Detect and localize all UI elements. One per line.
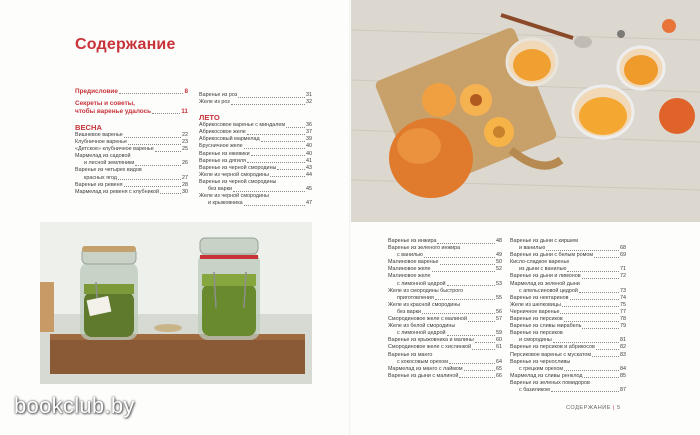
- toc-entry-title: Кисло-сладкое варенье: [510, 259, 570, 266]
- toc-entry-title: Абрикосовый мармелад: [199, 136, 260, 143]
- toc-entry-title: Желе из черной смородины: [199, 171, 269, 178]
- apricot-illustration: [351, 0, 700, 222]
- toc-leader-dots: [449, 363, 495, 364]
- page-number: 5: [616, 405, 621, 411]
- toc-leader-dots: [447, 335, 495, 336]
- toc-entry: [388, 288, 502, 295]
- toc-entry-title: Мармелад из ревеня с клубникой: [75, 188, 160, 195]
- toc-entry-title: Варенье из дыни с белым ромом: [510, 252, 594, 259]
- toc-leader-dots: [447, 285, 495, 286]
- toc-entry-title: Малиновое варенье: [388, 259, 439, 266]
- toc-page-number: 75: [620, 301, 626, 308]
- toc-entry: [388, 366, 502, 373]
- toc-page-number: 79: [620, 323, 626, 330]
- toc-leader-dots: [437, 243, 495, 244]
- toc-page-number: 37: [306, 129, 312, 136]
- toc-entry-title: с базиликом: [519, 386, 550, 393]
- toc-page-number: 30: [182, 188, 188, 195]
- toc-entry-title: Желе из белой смородины: [388, 323, 456, 330]
- page-footer: [566, 405, 621, 411]
- toc-entry: [388, 344, 502, 351]
- apricot-jam-photo: [351, 0, 700, 222]
- toc-leader-dots: [562, 306, 619, 307]
- toc-entry: [510, 366, 626, 373]
- toc-leader-dots: [155, 151, 181, 152]
- page-title: Содержание: [75, 36, 176, 53]
- toc-entry-title: Варенье из черносливы: [510, 358, 571, 365]
- toc-page-number: 83: [620, 351, 626, 358]
- toc-entry: [510, 295, 626, 302]
- jars-illustration: [40, 222, 312, 384]
- toc-entry: [199, 200, 312, 207]
- toc-entry: [510, 316, 626, 323]
- toc-page-number: 40: [306, 143, 312, 150]
- toc-leader-dots: [247, 134, 305, 135]
- toc-leader-dots: [459, 377, 495, 378]
- toc-entry: [510, 245, 626, 252]
- toc-leader-dots: [244, 148, 305, 149]
- toc-entry: [510, 344, 626, 351]
- toc-entry-title: с лимонной цедрой: [397, 330, 446, 337]
- toc-entry-title: Варенье из сливы мирабель: [510, 323, 582, 330]
- toc-page-number: 64: [496, 358, 502, 365]
- toc-entry-title: с лимонной цедрой: [397, 280, 446, 287]
- toc-chapter: [75, 88, 188, 96]
- toc-entry: [388, 273, 502, 280]
- toc-leader-dots: [238, 97, 305, 98]
- toc-page-number: 49: [496, 252, 502, 259]
- toc-entry-title: приготовления: [397, 294, 434, 301]
- toc-leader-dots: [570, 299, 620, 300]
- toc-leader-dots: [152, 113, 180, 114]
- toc-leader-dots: [553, 342, 619, 343]
- toc-page-number: 40: [306, 150, 312, 157]
- toc-entry: [510, 323, 626, 330]
- toc-entry-title: Мармелад из манго с лаймом: [388, 365, 463, 372]
- toc-page-number: 25: [182, 146, 188, 153]
- toc-leader-dots: [435, 299, 495, 300]
- toc-entry-title: Мармелад из сливы ренклод: [510, 372, 583, 379]
- toc-chapter: [75, 100, 188, 108]
- toc-leader-dots: [119, 93, 184, 94]
- toc-entry-title: Абрикосовое желе: [199, 129, 246, 136]
- toc-leader-dots: [233, 191, 305, 192]
- toc-entry-title: Малиновое желе: [388, 273, 431, 280]
- footer-separator: |: [613, 405, 615, 411]
- toc-page-number: 73: [620, 287, 626, 294]
- toc-column-2: [199, 92, 312, 207]
- toc-leader-dots: [567, 271, 619, 272]
- toc-page-number: 71: [620, 266, 626, 273]
- toc-entry-title: Варенье из роз: [199, 92, 238, 98]
- toc-entry: [510, 330, 626, 337]
- toc-entry-title: Мармелад из садовой: [75, 153, 131, 160]
- toc-page-number: 36: [306, 122, 312, 129]
- toc-page-number: 8: [184, 88, 188, 95]
- toc-entry-title: Абрикосовое варенье с миндалем: [199, 122, 286, 129]
- toc-entry: [510, 259, 626, 266]
- toc-entry: [199, 92, 312, 99]
- toc-entry-title: Желе из роз: [199, 99, 230, 106]
- toc-entry-title: Желе из шелковицы: [510, 301, 561, 308]
- toc-entry: [510, 252, 626, 259]
- toc-leader-dots: [422, 313, 495, 314]
- toc-entry-title: с кокосовым орехом: [397, 358, 448, 365]
- toc-entry-title: Варенье из персиков и абрикосов: [510, 344, 595, 351]
- toc-leader-dots: [584, 377, 619, 378]
- toc-entry-title: Варенье из персиков: [510, 316, 563, 323]
- toc-entry: [510, 238, 626, 245]
- toc-entry-title: Варенье из ежевики: [199, 150, 250, 157]
- toc-entry-title: Варенье из манго: [388, 351, 433, 358]
- toc-leader-dots: [594, 257, 619, 258]
- toc-entry-title: и смородины: [519, 337, 552, 344]
- toc-entry: [199, 99, 312, 106]
- toc-entry-title: Малиновое желе: [388, 266, 431, 273]
- toc-page-number: 28: [182, 181, 188, 188]
- toc-entry-title: Варенье из персиков: [510, 330, 563, 337]
- toc-leader-dots: [432, 271, 495, 272]
- toc-entry-title: ВЕСНА: [75, 123, 103, 132]
- toc-entry: [75, 132, 188, 139]
- toc-entry: [510, 281, 626, 288]
- toc-page-number: 43: [306, 164, 312, 171]
- toc-leader-dots: [464, 370, 495, 371]
- toc-leader-dots: [468, 321, 495, 322]
- toc-entry-title: Варенье из нектаринов: [510, 294, 569, 301]
- toc-entry-title: Варенье из дыни с киршем: [510, 238, 578, 244]
- toc-entry-title: и крыжовника: [208, 200, 243, 207]
- toc-entry-title: Смородиновое желе с хислинкой: [388, 344, 472, 351]
- toc-entry: [510, 309, 626, 316]
- toc-entry: [199, 151, 312, 158]
- toc-entry: [199, 172, 312, 179]
- toc-leader-dots: [551, 391, 619, 392]
- toc-entry: [388, 330, 502, 337]
- toc-entry: [388, 359, 502, 366]
- toc-entry-title: Варенье из ревеня: [75, 181, 123, 188]
- toc-entry-title: Варенье из зеленых помидоров: [510, 379, 590, 386]
- toc-entry-title: Черничное варенье: [510, 308, 560, 315]
- toc-page-number: 48: [496, 238, 502, 244]
- toc-section-heading: [199, 113, 312, 122]
- toc-page-number: 84: [620, 365, 626, 372]
- toc-entry-title: Варенье из дягиля: [199, 157, 246, 164]
- toc-page-number: 50: [496, 259, 502, 266]
- toc-leader-dots: [124, 186, 181, 187]
- toc-entry-title: Варенье из четырех видов: [75, 167, 142, 174]
- toc-entry-title: Варенье из дыни и лимонов: [510, 273, 581, 280]
- toc-entry-title: Брусничное желе: [199, 143, 243, 150]
- toc-page-number: 61: [496, 344, 502, 351]
- toc-page-number: 27: [182, 174, 188, 181]
- toc-entry-title: Желе из черной смородины: [199, 193, 269, 200]
- toc-entry-title: и лесной земляники: [84, 160, 135, 167]
- toc-entry: [199, 165, 312, 172]
- toc-entry: [510, 273, 626, 280]
- toc-entry: [510, 337, 626, 344]
- toc-page-number: 72: [620, 273, 626, 280]
- toc-page-number: 77: [620, 308, 626, 315]
- toc-entry: [75, 175, 188, 182]
- toc-leader-dots: [124, 137, 181, 138]
- toc-entry: [388, 245, 502, 252]
- toc-page-number: 78: [620, 316, 626, 323]
- toc-leader-dots: [560, 313, 619, 314]
- toc-entry: [388, 373, 502, 380]
- toc-leader-dots: [247, 162, 305, 163]
- toc-page-number: 65: [496, 365, 502, 372]
- toc-column-3: [388, 238, 502, 380]
- toc-page-number: 23: [182, 139, 188, 146]
- toc-entry: [510, 352, 626, 359]
- toc-leader-dots: [277, 169, 305, 170]
- toc-section-heading: [75, 123, 188, 132]
- toc-page-number: 57: [496, 316, 502, 323]
- toc-page-number: 74: [620, 294, 626, 301]
- toc-column-4: [510, 238, 626, 394]
- toc-page-number: 53: [496, 280, 502, 287]
- toc-entry: [510, 288, 626, 295]
- toc-page-number: 60: [496, 337, 502, 344]
- toc-page-number: 85: [620, 372, 626, 379]
- toc-leader-dots: [579, 292, 619, 293]
- toc-entry-title: Варенье из черной смородины: [199, 178, 277, 185]
- toc-leader-dots: [160, 193, 181, 194]
- toc-leader-dots: [582, 278, 619, 279]
- toc-page-number: 55: [496, 294, 502, 301]
- toc-page-number: 31: [306, 92, 312, 98]
- toc-entry-title: Предисловие: [75, 88, 118, 95]
- toc-gap: [199, 106, 312, 110]
- footer-label: СОДЕРЖАНИЕ: [566, 405, 612, 411]
- toc-entry-title: и ванилью: [519, 245, 546, 252]
- toc-entry-title: без варки: [397, 308, 422, 315]
- toc-page-number: 45: [306, 186, 312, 193]
- toc-entry-title: с апельсиновой цедрой: [519, 287, 578, 294]
- toc-leader-dots: [472, 349, 495, 350]
- toc-entry-title: «Детское» клубничное варенье: [75, 146, 154, 153]
- toc-page-number: 39: [306, 136, 312, 143]
- toc-entry-title: Желе из красной смородины: [388, 301, 461, 308]
- toc-entry-title: Мармелад из зеленой дыни: [510, 280, 580, 287]
- toc-page-number: 11: [181, 108, 188, 115]
- toc-entry-title: Варенье из дыни с малиной: [388, 372, 459, 379]
- toc-page-number: 26: [182, 160, 188, 167]
- toc-entry: [388, 252, 502, 259]
- toc-entry: [510, 302, 626, 309]
- toc-entry: [199, 136, 312, 143]
- toc-entry: [75, 139, 188, 146]
- toc-leader-dots: [244, 205, 305, 206]
- toc-page-number: 22: [182, 132, 188, 138]
- toc-entry-title: Варенье из крыжовника и малины: [388, 337, 474, 344]
- toc-entry: [510, 266, 626, 273]
- toc-entry: [510, 359, 626, 366]
- toc-page-number: 47: [306, 200, 312, 207]
- toc-entry-title: Варенье из зеленого инжира: [388, 245, 461, 252]
- toc-entry-title: без варки: [208, 186, 233, 193]
- watermark: bookclub.by: [14, 393, 135, 418]
- toc-leader-dots: [596, 349, 619, 350]
- toc-entry-title: Вишневое варенье: [75, 132, 123, 138]
- toc-leader-dots: [564, 321, 619, 322]
- toc-page-number: 56: [496, 308, 502, 315]
- toc-page-number: 87: [620, 386, 626, 393]
- toc-entry: [388, 281, 502, 288]
- toc-page-number: 82: [620, 344, 626, 351]
- toc-leader-dots: [251, 155, 305, 156]
- toc-entry-title: Варенье из инжира: [388, 238, 437, 244]
- toc-gap: [75, 116, 188, 120]
- toc-entry: [388, 238, 502, 245]
- toc-entry: [388, 352, 502, 359]
- toc-entry: [510, 387, 626, 394]
- toc-page-number: 66: [496, 372, 502, 379]
- toc-entry: [199, 122, 312, 129]
- toc-leader-dots: [261, 141, 305, 142]
- toc-leader-dots: [582, 328, 619, 329]
- toc-entry: [388, 266, 502, 273]
- toc-page-number: 52: [496, 266, 502, 273]
- toc-entry: [75, 182, 188, 189]
- toc-entry: [388, 302, 502, 309]
- toc-entry-title: Желе из смородины быстрого: [388, 287, 464, 294]
- toc-entry-title: Персиковое варенье с мускатом: [510, 351, 592, 358]
- toc-entry-title: красных ягод: [84, 174, 117, 181]
- toc-entry-title: с грецким орехом: [519, 365, 564, 372]
- toc-entry: [199, 179, 312, 186]
- toc-entry-title: с ванилью: [397, 252, 423, 259]
- toc-entry: [75, 189, 188, 196]
- toc-entry: [199, 143, 312, 150]
- toc-leader-dots: [424, 257, 495, 258]
- toc-leader-dots: [118, 179, 181, 180]
- toc-entry: [510, 373, 626, 380]
- toc-page-number: 41: [306, 157, 312, 164]
- toc-page-number: 59: [496, 330, 502, 337]
- toc-entry: [510, 380, 626, 387]
- toc-page-number: 44: [306, 171, 312, 178]
- toc-page-number: 81: [620, 337, 626, 344]
- toc-entry-title: чтобы варенье удалось: [75, 108, 152, 115]
- toc-leader-dots: [270, 176, 305, 177]
- toc-leader-dots: [564, 370, 619, 371]
- toc-column-1: [75, 88, 188, 196]
- toc-leader-dots: [128, 144, 181, 145]
- toc-entry-title: ЛЕТО: [199, 113, 220, 123]
- toc-entry-title: Клубничное варенье: [75, 139, 127, 146]
- toc-page-number: 69: [620, 252, 626, 259]
- toc-entry: [75, 167, 188, 174]
- toc-leader-dots: [546, 250, 619, 251]
- toc-leader-dots: [231, 104, 305, 105]
- toc-entry-title: Смородиновое желе с малиной: [388, 316, 468, 323]
- toc-leader-dots: [592, 356, 619, 357]
- toc-page-number: 68: [620, 245, 626, 252]
- toc-entry: [388, 295, 502, 302]
- toc-page-number: 32: [306, 99, 312, 106]
- toc-entry: [75, 160, 188, 167]
- jars-photo: [40, 222, 312, 384]
- toc-entry-title: Секреты и советы,: [75, 100, 135, 107]
- toc-leader-dots: [286, 127, 305, 128]
- toc-entry: [199, 193, 312, 200]
- toc-entry-title: из дыни с ванилью: [519, 266, 567, 273]
- toc-leader-dots: [440, 264, 495, 265]
- toc-entry-title: Варенье из черной смородины: [199, 164, 277, 171]
- toc-leader-dots: [135, 165, 181, 166]
- toc-chapter: [75, 108, 188, 116]
- toc-entry: [199, 158, 312, 165]
- toc-entry: [388, 309, 502, 316]
- toc-leader-dots: [475, 342, 495, 343]
- toc-entry: [388, 259, 502, 266]
